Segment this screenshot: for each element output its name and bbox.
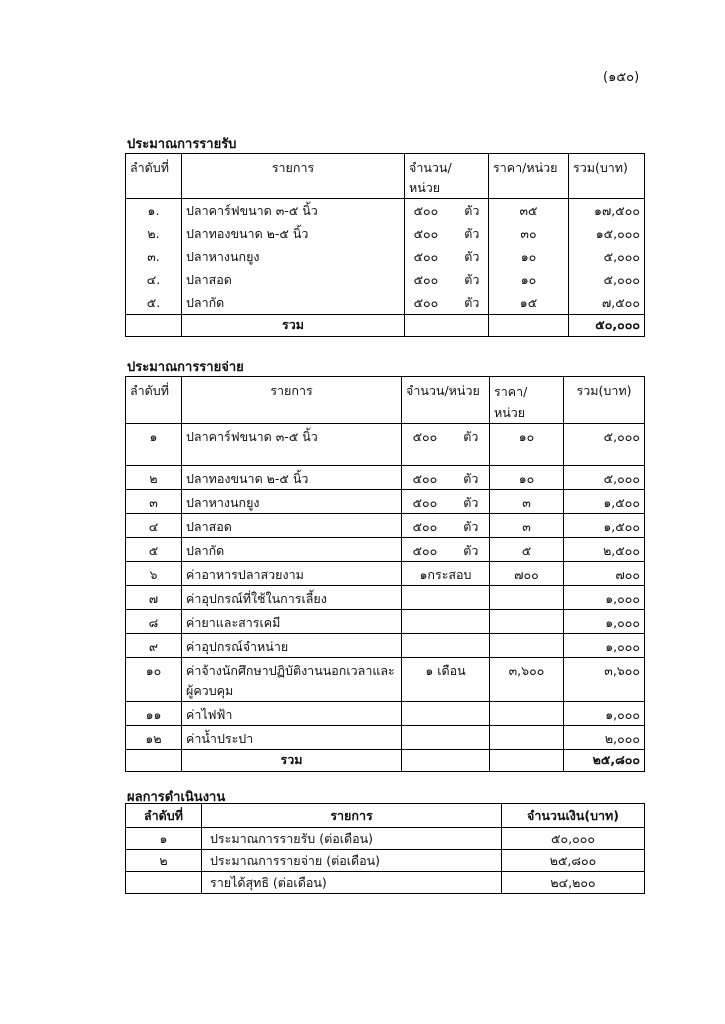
expense-row-item — [182, 562, 402, 586]
expense-row-item — [182, 490, 402, 514]
expense-row-price — [490, 726, 564, 750]
income-row-item — [182, 246, 405, 269]
income-row-qty-unit: ตัว — [464, 294, 480, 310]
income-row-no: ๒. — [126, 223, 182, 246]
expense-row-item — [182, 424, 402, 466]
expense-row-qty — [402, 726, 490, 750]
expense-row-item-name: ค่ายาและสารเคมี — [186, 615, 281, 630]
expense-row-total: ๑,๕๐๐ — [564, 490, 645, 514]
income-row-item-size: ขนาด ๓-๕ นิ้ว — [239, 202, 318, 218]
expense-row-qty — [402, 610, 490, 634]
income-row-qty-unit: ตัว — [464, 226, 480, 241]
income-row-no: ๑. — [126, 199, 182, 223]
income-row-qty-value: ๕๐๐ — [413, 249, 439, 264]
expense-row-item — [182, 658, 402, 702]
income-row — [126, 246, 645, 269]
result-row-item: รายได้สุทธิ (ต่อเดือน) — [202, 872, 502, 894]
expense-row-qty — [402, 586, 490, 610]
income-row-item — [182, 223, 405, 246]
expense-row-qty-value: ๕๐๐ — [412, 519, 438, 534]
expense-row-qty-value: ๑ เดือน — [425, 663, 466, 678]
income-title: ประมาณการรายรับ — [127, 137, 237, 152]
result-header-amount: จำนวนเงิน(บาท) — [502, 804, 645, 828]
result-row — [126, 828, 645, 850]
expense-total-row — [126, 750, 645, 772]
income-row-qty-value: ๕๐๐ — [413, 272, 439, 287]
expense-row-qty-unit: ตัว — [463, 471, 479, 486]
expense-row-item — [182, 610, 402, 634]
income-row-qty-unit: ตัว — [464, 272, 480, 287]
result-row-item: ประมาณการรายจ่าย (ต่อเดือน) — [202, 850, 502, 872]
expense-row-item — [182, 466, 402, 490]
expense-row — [126, 586, 645, 610]
expense-row-total: ๕,๐๐๐ — [564, 424, 645, 466]
expense-row-item-name: ปลาหางนกยูง — [186, 495, 260, 510]
expense-row-qty-value: ๑กระสอบ — [419, 567, 472, 582]
expense-row-price — [490, 702, 564, 726]
income-header-no: ลำดับที่ — [126, 154, 182, 199]
expense-row-total: ๑,๐๐๐ — [564, 586, 645, 610]
expense-row-no: ๖ — [126, 562, 182, 586]
income-row-item — [182, 292, 405, 315]
income-header-item: รายการ — [182, 154, 405, 199]
expense-row-qty-unit: ตัว — [463, 543, 479, 558]
result-row-amount: ๒๔,๒๐๐ — [502, 872, 645, 894]
expense-row — [126, 490, 645, 514]
result-header-no: ลำดับที่ — [126, 804, 202, 828]
expense-row-qty-unit: ตัว — [463, 495, 479, 510]
expense-row — [126, 658, 645, 702]
result-row — [126, 872, 645, 894]
income-row-total: ๑๕,๐๐๐ — [569, 223, 645, 246]
result-row-no — [126, 872, 202, 894]
income-row-item-name: ปลาคาร์ฟ — [186, 202, 240, 218]
income-row — [126, 223, 645, 246]
income-row-qty — [405, 246, 489, 269]
income-row-item — [182, 269, 405, 292]
income-row-qty-value: ๕๐๐ — [413, 294, 439, 310]
income-table — [125, 153, 645, 337]
income-row-price: ๓๐ — [489, 223, 569, 246]
expense-row-no: ๑ — [126, 424, 182, 466]
income-row-qty — [405, 223, 489, 246]
expense-row — [126, 634, 645, 658]
expense-row-price: ๗๐๐ — [490, 562, 564, 586]
income-row — [126, 292, 645, 315]
income-total-row — [126, 315, 645, 337]
income-header-qty-line2: หน่วย — [409, 180, 441, 195]
expense-row-qty-unit: ตัว — [463, 429, 479, 444]
expense-row-no: ๘ — [126, 610, 182, 634]
income-row-item — [182, 199, 405, 223]
income-row-item-name: ปลากัด — [186, 294, 225, 310]
expense-row-price: ๕ — [490, 538, 564, 562]
expense-row-total: ๑,๐๐๐ — [564, 702, 645, 726]
expense-row-price — [490, 586, 564, 610]
income-row-price: ๑๐ — [489, 246, 569, 269]
expense-row — [126, 610, 645, 634]
expense-row-qty-value: ๕๐๐ — [412, 429, 438, 444]
expense-row-total: ๑,๐๐๐ — [564, 610, 645, 634]
expense-row-qty — [402, 514, 490, 538]
expense-row-item-name: ปลากัด — [186, 543, 225, 558]
income-row-qty-unit: ตัว — [464, 249, 480, 264]
income-row-qty-unit: ตัว — [464, 202, 480, 218]
expense-total-label: รวม — [182, 750, 402, 772]
expense-row — [126, 702, 645, 726]
expense-header-item: รายการ — [182, 377, 402, 424]
expense-row-price — [490, 634, 564, 658]
income-total-label: รวม — [182, 315, 405, 337]
expense-row-no: ๑๑ — [126, 702, 182, 726]
expense-row-qty — [402, 490, 490, 514]
income-row-item-name: ปลาหางนกยูง — [186, 249, 260, 264]
expense-row-total: ๓,๖๐๐ — [564, 658, 645, 702]
expense-row — [126, 538, 645, 562]
expense-row-item — [182, 514, 402, 538]
result-header-item: รายการ — [202, 804, 502, 828]
income-row-qty — [405, 199, 489, 223]
expense-row-qty — [402, 538, 490, 562]
expense-row-item — [182, 586, 402, 610]
income-row-item-size: ขนาด ๒-๕ นิ้ว — [230, 226, 309, 241]
expense-header-no: ลำดับที่ — [126, 377, 182, 424]
income-header-qty — [405, 154, 489, 199]
expense-header-qty: จำนวน/หน่วย — [402, 377, 490, 424]
page-number: (๑๕๐) — [603, 70, 640, 85]
expense-row-qty — [402, 562, 490, 586]
expense-row-no: ๙ — [126, 634, 182, 658]
expense-row — [126, 466, 645, 490]
result-row-no: ๒ — [126, 850, 202, 872]
expense-row-qty-value: ๕๐๐ — [412, 471, 438, 486]
expense-title: ประมาณการรายจ่าย — [127, 360, 244, 375]
income-row-price: ๓๕ — [489, 199, 569, 223]
expense-row — [126, 514, 645, 538]
expense-row-no: ๔ — [126, 514, 182, 538]
expense-table — [125, 376, 645, 772]
expense-row-price: ๓ — [490, 490, 564, 514]
expense-row — [126, 424, 645, 466]
expense-row-qty — [402, 466, 490, 490]
expense-row-no: ๕ — [126, 538, 182, 562]
expense-row-no: ๑๐ — [126, 658, 182, 702]
income-row-no: ๓. — [126, 246, 182, 269]
expense-total-value: ๒๕,๘๐๐ — [564, 750, 645, 772]
income-row — [126, 199, 645, 223]
expense-row-item-name: ค่าอุปกรณ์จำหน่าย — [186, 639, 289, 654]
expense-row-item-name: ปลาทอง — [186, 471, 231, 486]
expense-header-price — [490, 377, 564, 424]
expense-row-qty — [402, 658, 490, 702]
expense-row-total: ๑,๕๐๐ — [564, 514, 645, 538]
expense-row-item-name: ค่าอุปกรณ์ที่ใช้ในการเลี้ยง — [186, 591, 327, 606]
expense-header-price-line2: หน่วย — [494, 405, 526, 420]
result-row-item: ประมาณการรายรับ (ต่อเดือน) — [202, 828, 502, 850]
income-row-no: ๔. — [126, 269, 182, 292]
expense-row-item — [182, 634, 402, 658]
expense-row-qty-value: ๕๐๐ — [412, 495, 438, 510]
expense-header-total: รวม(บาท) — [564, 377, 645, 424]
expense-row-item — [182, 538, 402, 562]
income-row-total: ๗,๕๐๐ — [569, 292, 645, 315]
income-row-price: ๑๕ — [489, 292, 569, 315]
expense-row-price: ๑๐ — [490, 424, 564, 466]
result-row-amount: ๒๕,๘๐๐ — [502, 850, 645, 872]
expense-row-total: ๑,๐๐๐ — [564, 634, 645, 658]
expense-row-qty-value: ๕๐๐ — [412, 543, 438, 558]
expense-row — [126, 562, 645, 586]
expense-row-price: ๓ — [490, 514, 564, 538]
income-row-item-name: ปลาทอง — [186, 226, 231, 241]
result-row-no: ๑ — [126, 828, 202, 850]
expense-row-qty — [402, 634, 490, 658]
expense-header-price-line1: ราคา/ — [494, 384, 528, 399]
income-header-row — [126, 154, 645, 199]
expense-row-price: ๑๐ — [490, 466, 564, 490]
expense-row-item-size: ขนาด ๓-๕ นิ้ว — [239, 429, 318, 444]
expense-row-no: ๗ — [126, 586, 182, 610]
income-header-qty-line1: จำนวน/ — [409, 160, 452, 175]
result-row-amount: ๕๐,๐๐๐ — [502, 828, 645, 850]
expense-row-item-line2: ผู้ควบคุม — [186, 683, 234, 698]
income-row-qty-value: ๕๐๐ — [413, 226, 439, 241]
expense-row-total: ๕,๐๐๐ — [564, 466, 645, 490]
income-row-total: ๕,๐๐๐ — [569, 246, 645, 269]
expense-row-no: ๑๒ — [126, 726, 182, 750]
expense-row — [126, 726, 645, 750]
income-row — [126, 269, 645, 292]
expense-row-price: ๓,๖๐๐ — [490, 658, 564, 702]
expense-row-item-name: ค่าอาหารปลาสวยงาม — [186, 567, 304, 582]
income-row-no: ๕. — [126, 292, 182, 315]
expense-row-qty — [402, 424, 490, 466]
expense-row-qty-unit: ตัว — [463, 519, 479, 534]
income-header-total: รวม(บาท) — [569, 154, 645, 199]
income-row-qty — [405, 269, 489, 292]
expense-row-price — [490, 610, 564, 634]
expense-row-item-name: ค่าไฟฟ้า — [186, 707, 233, 722]
result-title: ผลการดำเนินงาน — [127, 790, 226, 805]
expense-row-item-name: ค่าน้ำประปา — [186, 731, 254, 746]
expense-row-no: ๒ — [126, 466, 182, 490]
expense-row-item — [182, 726, 402, 750]
income-row-total: ๕,๐๐๐ — [569, 269, 645, 292]
expense-row-total: ๒,๐๐๐ — [564, 726, 645, 750]
result-header-row — [126, 804, 645, 828]
expense-row-item-name: ปลาสอด — [186, 519, 232, 534]
expense-header-row — [126, 377, 645, 424]
income-row-qty — [405, 292, 489, 315]
expense-row-item — [182, 702, 402, 726]
income-header-price: ราคา/หน่วย — [489, 154, 569, 199]
expense-row-total: ๗๐๐ — [564, 562, 645, 586]
expense-row-item-size: ขนาด ๒-๕ นิ้ว — [230, 471, 309, 486]
expense-row-total: ๒,๕๐๐ — [564, 538, 645, 562]
result-row — [126, 850, 645, 872]
income-row-total: ๑๗,๕๐๐ — [569, 199, 645, 223]
result-table — [125, 803, 645, 894]
income-row-price: ๑๐ — [489, 269, 569, 292]
expense-row-qty — [402, 702, 490, 726]
expense-row-no: ๓ — [126, 490, 182, 514]
income-row-qty-value: ๕๐๐ — [413, 202, 439, 218]
expense-row-item-line1: ค่าจ้างนักศึกษาปฏิบัติงานนอกเวลาและ — [186, 663, 395, 678]
income-row-item-name: ปลาสอด — [186, 272, 232, 287]
expense-row-item-name: ปลาคาร์ฟ — [186, 429, 240, 444]
income-total-value: ๕๐,๐๐๐ — [569, 315, 645, 337]
